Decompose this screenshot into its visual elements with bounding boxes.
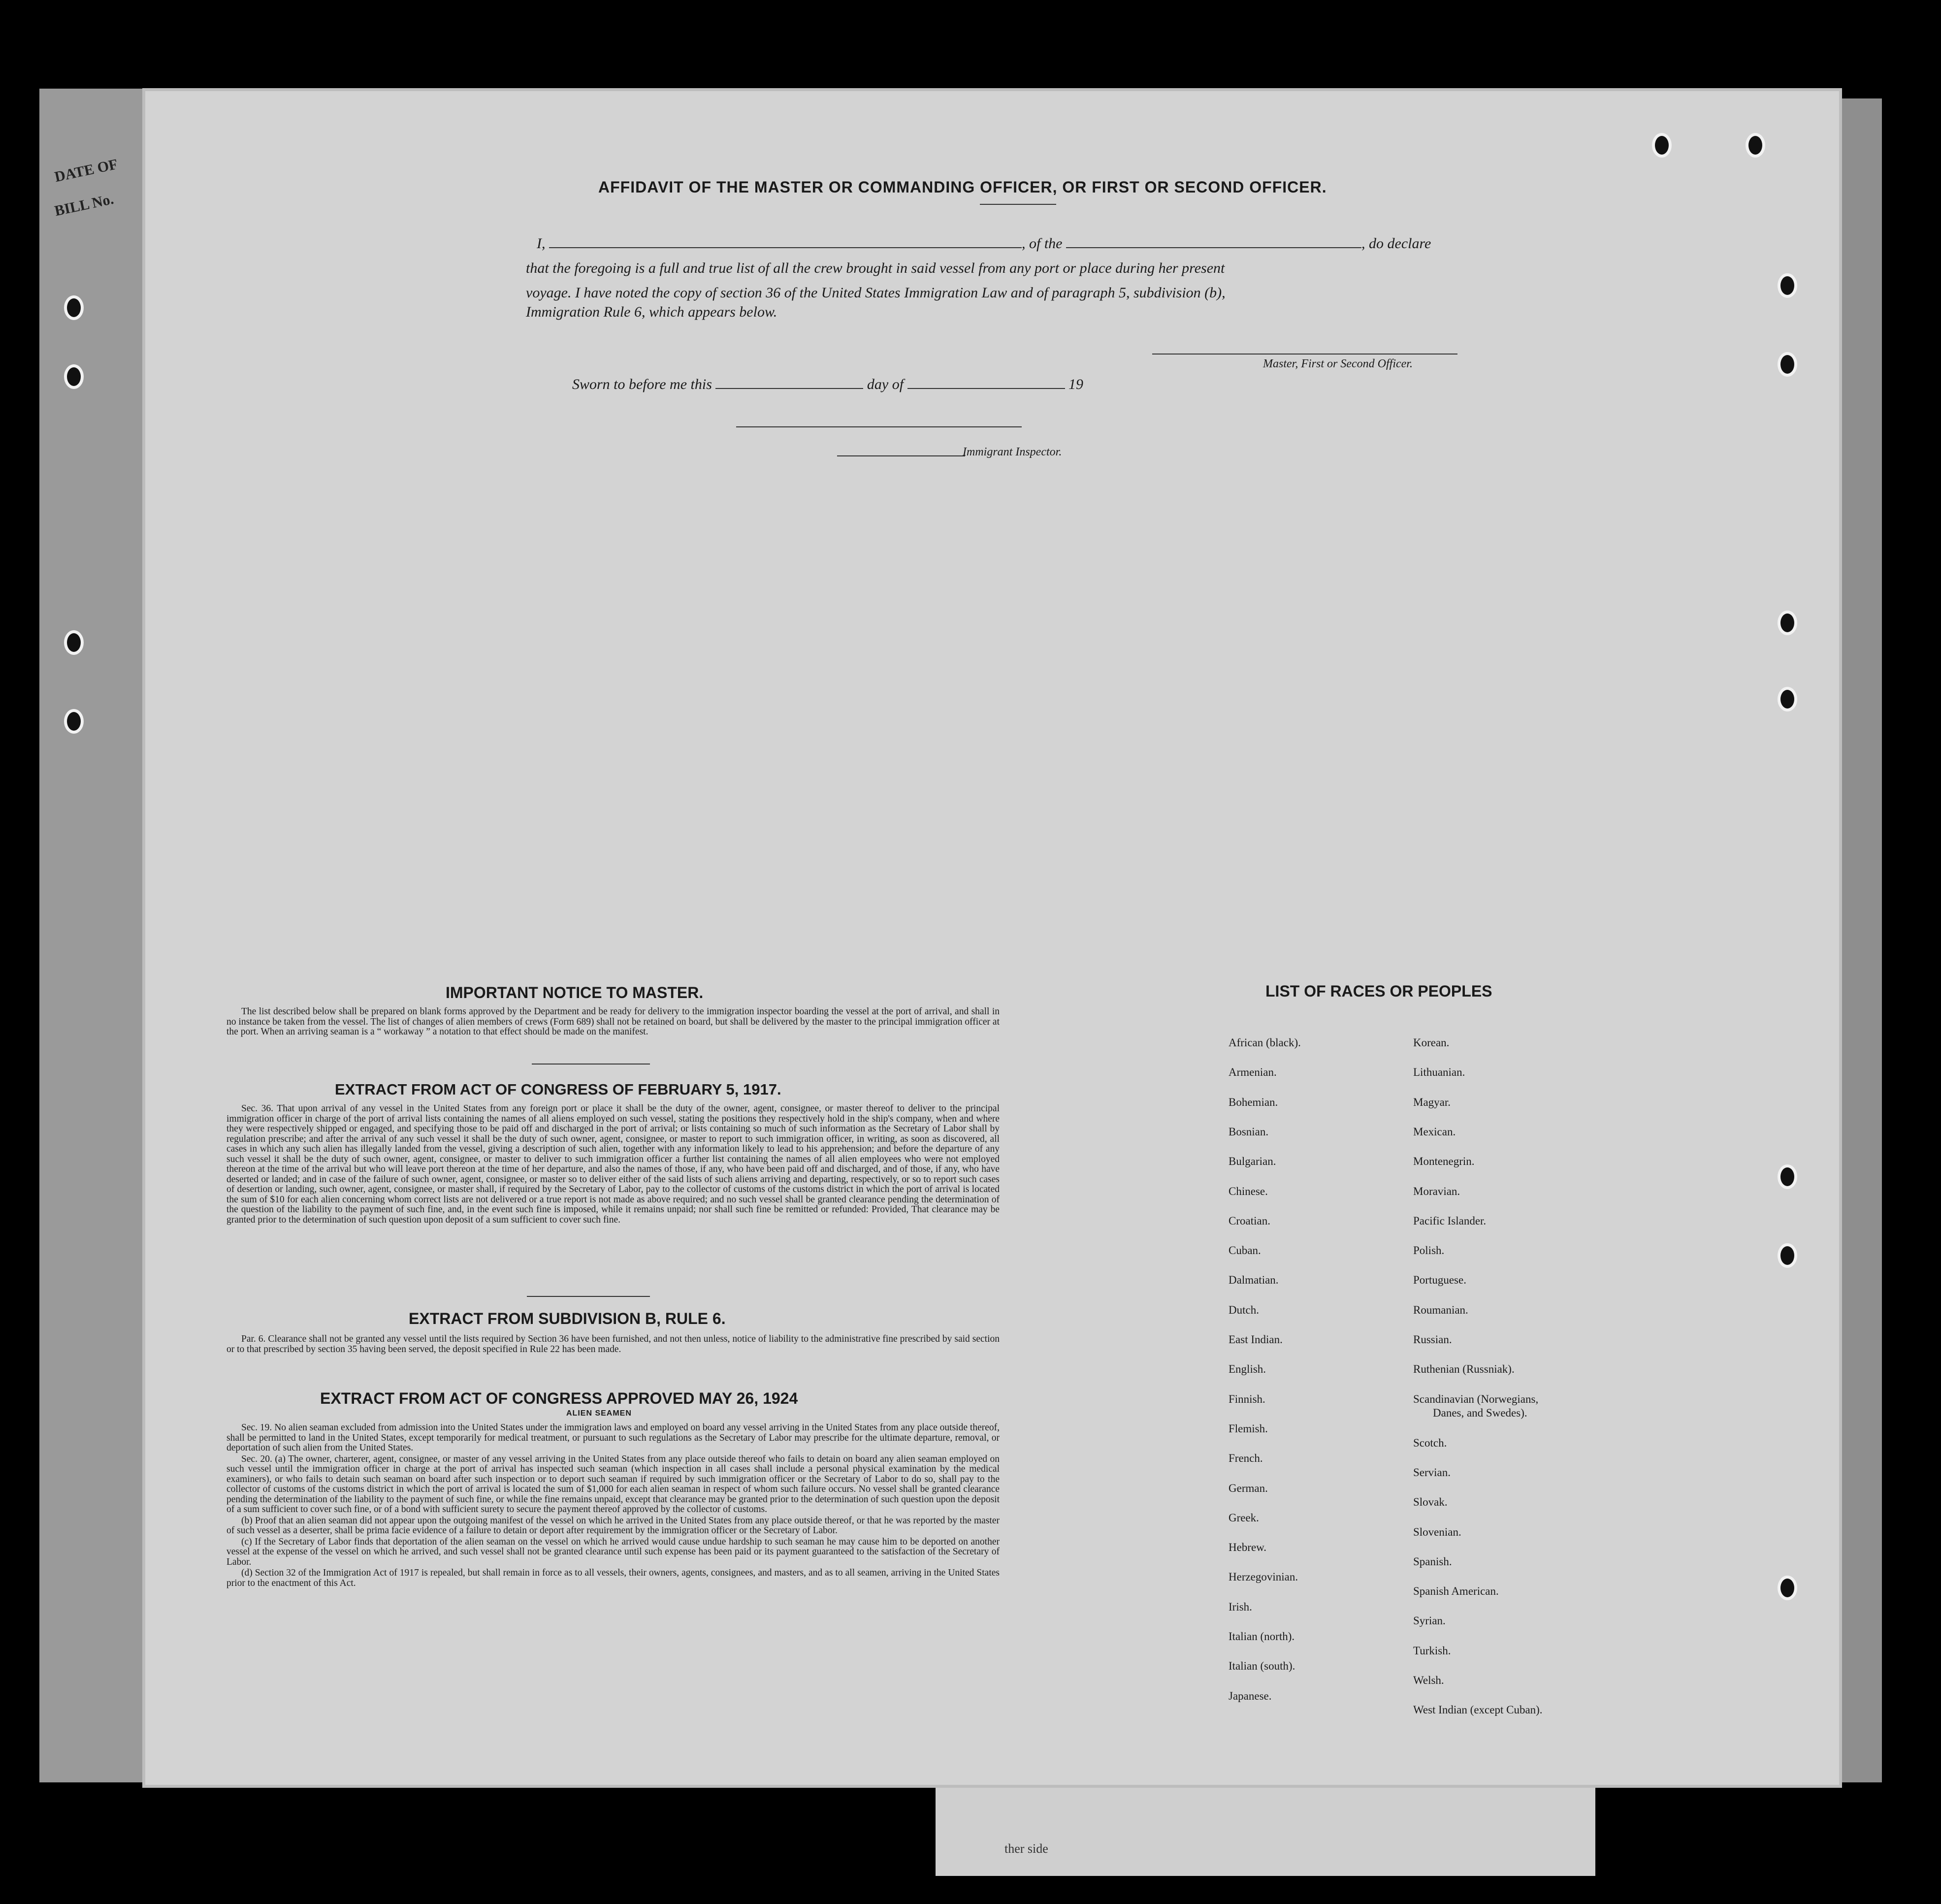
punch-hole-icon: [1652, 133, 1672, 158]
punch-hole-icon: [1778, 1164, 1797, 1189]
extract-1924-text: [226, 1423, 1000, 1589]
race-item: Ruthenian (Russniak).: [1413, 1363, 1515, 1376]
notice-text: [226, 1007, 1000, 1038]
extract-1924-title: EXTRACT FROM ACT OF CONGRESS APPROVED MAY 26, 1924: [320, 1389, 798, 1407]
race-item: Polish.: [1413, 1244, 1445, 1257]
race-item: Italian (north).: [1229, 1630, 1295, 1643]
affidavit-do-declare: , do declare: [1361, 235, 1431, 252]
vessel-name-field[interactable]: [1066, 235, 1361, 248]
race-item: Hebrew.: [1229, 1541, 1267, 1554]
race-item: Servian.: [1413, 1466, 1451, 1479]
punch-hole-icon: [64, 364, 84, 389]
race-item: Croatian.: [1229, 1214, 1270, 1227]
affidavit-line-4: Immigration Rule 6, which appears below.: [526, 304, 777, 320]
race-item: Moravian.: [1413, 1185, 1460, 1197]
left-label-bill: BILL No.: [53, 191, 115, 220]
race-item: Finnish.: [1229, 1392, 1265, 1405]
inspector-signature-line-top: [736, 426, 1022, 427]
race-item: Bohemian.: [1229, 1096, 1278, 1108]
race-item: Slovenian.: [1413, 1525, 1461, 1538]
notice-paragraph: The list described below shall be prepared on blank forms approved by the Department and be ready for delivery to the immigration inspector boarding the vessel at the port of arrival, and shall in no instance be taken from the vessel. The list of changes of alien members of crews (Form 689) shall not be retained on board, but shall be delivered by the master to the principal immigration officer at the port. When an arriving seaman is a “ workaway ” a notation to that effect should be made on the manifest.: [226, 1006, 1000, 1037]
race-item: Welsh.: [1413, 1674, 1444, 1686]
punch-hole-icon: [1746, 133, 1765, 158]
race-item: Japanese.: [1229, 1689, 1272, 1702]
punch-hole-icon: [64, 709, 84, 734]
race-item: Roumanian.: [1413, 1303, 1468, 1316]
master-name-field[interactable]: [549, 235, 1022, 248]
affidavit-title: AFFIDAVIT OF THE MASTER OR COMMANDING OFFICER, OR FIRST OR SECOND OFFICER.: [598, 178, 1327, 196]
extract-1917-text: [226, 1104, 1000, 1226]
race-item: Dutch.: [1229, 1303, 1259, 1316]
sec-20d-paragraph: (d) Section 32 of the Immigration Act of 1917 is repealed, but shall remain in force as to all vessels, their owners, agents, consignees, and masters, and as to all seamen, arriving in the United States prior to the enactment of this Act.: [226, 1568, 1000, 1588]
sworn-month-field[interactable]: [907, 376, 1065, 389]
sec-20c-paragraph: (c) If the Secretary of Labor finds that deportation of the alien seaman on the vessel on which he arrived would cause undue hardship to such seaman he may cause him to be deported on another vessel at the expense of the vessel on which he arrived, and such vessel shall not be granted clearance until such expense has been paid or its payment guaranteed to the satisfaction of the Secretary of Labor.: [226, 1536, 1000, 1567]
race-item: Russian.: [1413, 1333, 1452, 1346]
section-36-paragraph: Sec. 36. That upon arrival of any vessel in the United States from any foreign port or place it shall be the duty of the owner, agent, consignee, or master thereof to deliver to the principal immigration officer in charge of the port of arrival lists containing the names of all aliens employed on such vessel, stating the positions they respectively hold in the ship's company, when and where they were respectively shipped or engaged, and specifying those to be paid off and discharged in the port of arrival; or lists containing so much of such information as the Secretary of Labor shall by regulation prescribe; and after the arrival of any such vessel it shall be the duty of such owner, agent, consignee, or master to report to such immigration officer, in writing, as soon as discovered, all cases in which any such alien has illegally landed from the vessel, giving a description of such alien, together with any information likely to lead to his apprehension; and before the departure of any such vessel it shall be the duty of such owner, agent, consignee, or master to deliver to such immigration officer a further list containing the names of all alien employees who were not employed thereon at the time of the arrival but who will leave port thereon at the time of her departure, and also the names of those, if any, who have been paid off and discharged, and of those, if any, who have deserted or landed; and in case of the failure of such owner, agent, consignee, or master so to deliver either of the said lists of such aliens arriving and departing, respectively, or so to report such cases of desertion or landing, such owner, agent, consignee, or master shall, if required by the Secretary of Labor, pay to the collector of customs of the customs district in which the port of arrival is located the sum of $10 for each alien concerning whom correct lists are not delivered or a true report is not made as above required; and no such vessel shall be granted clearance pending the determination of the question of the liability to the payment of such fine, and, in the event such fine is imposed, while it remains unpaid; nor shall such fine be remitted or refunded: Provided, That clearance may be granted prior to the determination of such question upon deposit of a sum sufficient to cover such fine.: [226, 1103, 1000, 1225]
race-item: Magyar.: [1413, 1096, 1451, 1108]
race-item: Pacific Islander.: [1413, 1214, 1487, 1227]
race-item: French.: [1229, 1452, 1263, 1465]
bottom-tab-text: ther side: [1004, 1841, 1048, 1856]
race-item: Flemish.: [1229, 1422, 1268, 1435]
divider: [527, 1296, 650, 1297]
punch-hole-icon: [64, 630, 84, 655]
extract-1917-title: EXTRACT FROM ACT OF CONGRESS OF FEBRUARY 5, 1917.: [335, 1081, 781, 1098]
race-item: Turkish.: [1413, 1644, 1451, 1657]
sec-20b-paragraph: (b) Proof that an alien seaman did not appear upon the outgoing manifest of the vessel on which he arrived in the United States from any place outside thereof, or that he was reported by the master of such vessel as a deserter, shall be prima facie evidence of a failure to detain or deport after requirement by the immigration officer or the Secretary of Labor.: [226, 1515, 1000, 1536]
race-item: Portuguese.: [1413, 1274, 1466, 1287]
race-item: English.: [1229, 1363, 1266, 1376]
race-item: Mexican.: [1413, 1125, 1456, 1138]
punch-hole-icon: [1778, 1576, 1797, 1600]
race-item: Spanish.: [1413, 1555, 1452, 1568]
race-item: Syrian.: [1413, 1614, 1446, 1627]
race-item: African (black).: [1229, 1036, 1301, 1049]
divider: [980, 204, 1056, 205]
race-item: German.: [1229, 1482, 1268, 1494]
race-item: Bosnian.: [1229, 1125, 1269, 1138]
race-item: Danes, and Swedes).: [1433, 1406, 1527, 1419]
race-item: Italian (south).: [1229, 1660, 1295, 1673]
master-signature-label: Master, First or Second Officer.: [1263, 357, 1413, 370]
sworn-text: Sworn to before me this: [572, 376, 712, 392]
race-item: West Indian (except Cuban).: [1413, 1704, 1543, 1716]
inspector-signature-line[interactable]: [837, 455, 965, 456]
affidavit-of-the: , of the: [1022, 235, 1063, 252]
race-item: Scotch.: [1413, 1436, 1447, 1449]
race-item: Armenian.: [1229, 1066, 1277, 1079]
race-item: Scandinavian (Norwegians,: [1413, 1392, 1539, 1405]
notice-title: IMPORTANT NOTICE TO MASTER.: [446, 984, 704, 1001]
sworn-day-field[interactable]: [715, 376, 863, 389]
sec-20a-paragraph: Sec. 20. (a) The owner, charterer, agent, consignee, or master of any vessel arriving in the United States from any place outside thereof who fails to detain on board any alien seaman employed on such vessel until the immigration officer in charge at the port of arrival has inspected such seaman (which inspection in all cases shall include a personal physical examination by the medical examiners), or who fails to detain such seaman on board after such inspection or to deport such seaman if required by such immigration officer or the Secretary of Labor to do so, shall pay to the collector of customs of the customs district in which the port of arrival is located the sum of $1,000 for each alien seaman in respect of whom such failure occurs. No vessel shall be granted clearance pending the determination of the liability to the payment of such fine, or while the fine remains unpaid, except that clearance may be granted prior to the determination of such question upon the deposit of a sum sufficient to cover such fine, or of a bond with sufficient surety to secure the payment thereof approved by the collector of customs.: [226, 1453, 1000, 1515]
affidavit-line-1: [537, 235, 1431, 252]
races-title: LIST OF RACES OR PEOPLES: [1265, 982, 1492, 1000]
race-item: Cuban.: [1229, 1244, 1261, 1257]
race-item: Montenegrin.: [1413, 1155, 1475, 1168]
sworn-line: [572, 376, 1083, 393]
sec-19-paragraph: Sec. 19. No alien seaman excluded from admission into the United States under the immigration laws and employed on board any vessel arriving in the United States from any place outside thereof, shall be permitted to land in the United States, except temporarily for medical treatment, or pursuant to such regulations as the Secretary of Labor may prescribe for the ultimate departure, removal, or deportation of such alien from the United States.: [226, 1422, 1000, 1453]
affidavit-line-3: voyage. I have noted the copy of section 36 of the United States Immigration Law and of paragraph 5, subdivision (b),: [526, 285, 1226, 301]
subdivision-b-title: EXTRACT FROM SUBDIVISION B, RULE 6.: [409, 1310, 726, 1327]
year-prefix: 19: [1068, 376, 1084, 392]
punch-hole-icon: [64, 295, 84, 320]
master-signature-line[interactable]: [1152, 354, 1457, 355]
race-item: Lithuanian.: [1413, 1066, 1465, 1079]
par-6-paragraph: Par. 6. Clearance shall not be granted any vessel until the lists required by Section 36 have been furnished, and not then unless, notice of liability to the administrative fine prescribed by said section or to that prescribed by section 35 having been served, the deposit specified in Rule 22 has been made.: [226, 1334, 1000, 1355]
race-item: Spanish American.: [1413, 1585, 1499, 1598]
left-back-page: [39, 89, 153, 1782]
race-item: Greek.: [1229, 1511, 1259, 1524]
divider: [532, 1064, 650, 1065]
day-of-text: day of: [867, 376, 904, 392]
bottom-tab: [936, 1777, 1595, 1876]
race-item: Bulgarian.: [1229, 1155, 1276, 1168]
affidavit-line-2: that the foregoing is a full and true list of all the crew brought in said vessel from any port or place during her present: [526, 260, 1225, 276]
alien-seamen-subtitle: ALIEN SEAMEN: [566, 1409, 632, 1418]
race-item: Herzegovinian.: [1229, 1571, 1298, 1583]
race-item: Irish.: [1229, 1600, 1252, 1613]
inspector-label: Immigrant Inspector.: [963, 446, 1062, 458]
punch-hole-icon: [1778, 1243, 1797, 1268]
punch-hole-icon: [1778, 611, 1797, 635]
race-item: Chinese.: [1229, 1185, 1268, 1197]
affidavit-i: I,: [537, 235, 546, 252]
subdivision-b-text: [226, 1334, 1000, 1355]
left-label-date: DATE OF: [53, 156, 120, 186]
race-item: Dalmatian.: [1229, 1274, 1279, 1287]
punch-hole-icon: [1778, 352, 1797, 377]
race-item: Korean.: [1413, 1036, 1450, 1049]
punch-hole-icon: [1778, 273, 1797, 298]
punch-hole-icon: [1778, 687, 1797, 711]
race-item: East Indian.: [1229, 1333, 1283, 1346]
race-item: Slovak.: [1413, 1496, 1448, 1509]
